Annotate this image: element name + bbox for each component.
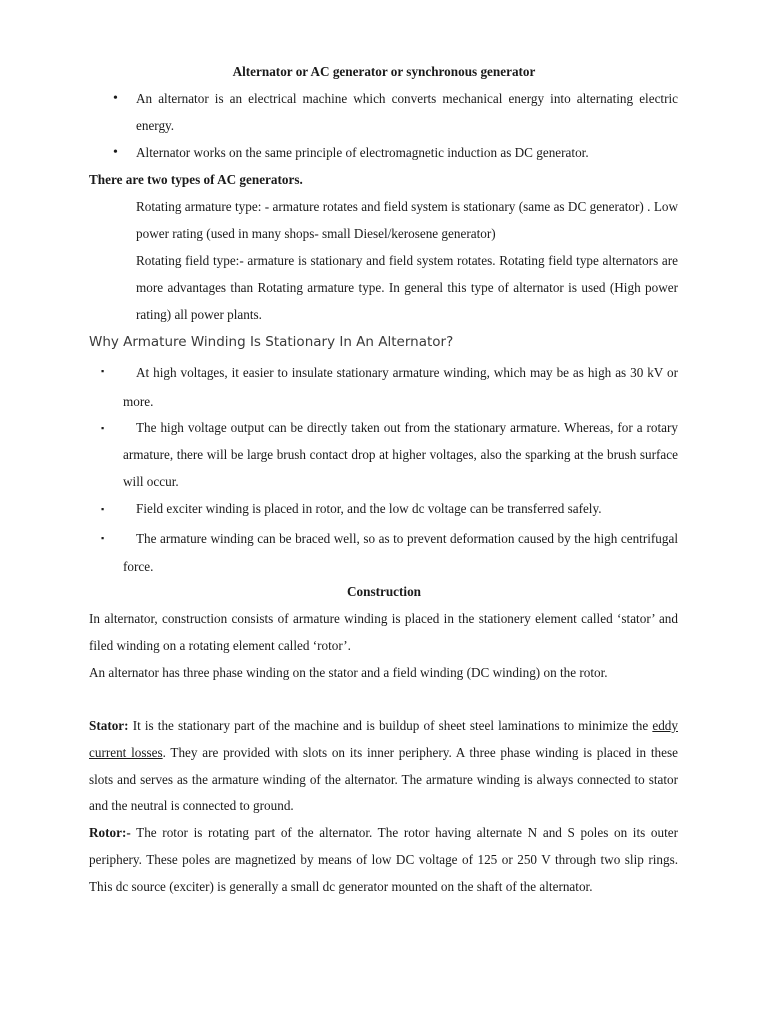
square-bullet-glyph: ▪: [101, 533, 105, 543]
intro-bullet-1: An alternator is an electrical machine which converts mechanical energy into alternating electric energy.: [136, 91, 678, 133]
why-bullet-1: At high voltages, it easier to insulate stationary armature winding, which may be as high as 30 kV or more.: [123, 365, 678, 409]
types-heading: There are two types of AC generators.: [89, 172, 303, 187]
square-bullet-glyph: ▪: [101, 366, 105, 376]
stator-paragraph: [89, 713, 678, 820]
construction-paragraph-2: An alternator has three phase winding on the stator and a field winding (DC winding) on the rotor.: [89, 665, 608, 680]
rotor-paragraph: [89, 820, 678, 900]
intro-bullet-2: Alternator works on the same principle of electromagnetic induction as DC generator.: [136, 145, 589, 160]
stator-label: Stator:: [89, 718, 129, 733]
square-bullet-glyph: ▪: [101, 504, 105, 514]
stator-text-b: . They are provided with slots on its inner periphery. A three phase winding is placed in these slots and serves as the armature winding of the alternator. The armature winding is always connected to stator and the neutral is connected to ground.: [89, 744, 678, 814]
construction-paragraph-1: In alternator, construction consists of armature winding is placed in the stationery element called ‘stator’ and filed winding on a rotating element called ‘rotor’.: [89, 611, 678, 653]
why-bullet-3: Field exciter winding is placed in rotor, and the low dc voltage can be transferred safely.: [136, 501, 602, 516]
why-stationary-heading: Why Armature Winding Is Stationary In An Alternator?: [89, 334, 454, 350]
square-bullet-glyph: ▪: [101, 423, 105, 433]
bullet-glyph: •: [113, 145, 118, 160]
type-rotating-field: Rotating field type:- armature is stationary and field system rotates. Rotating field type alternators are more advantages than Rotating armature type. In general this type of alternator is used (High power rating) all power plants.: [136, 253, 678, 322]
rotor-text: The rotor is rotating part of the alternator. The rotor having alternate N and S poles on its outer periphery. These poles are magnetized by means of low DC voltage of 125 or 250 V through two slip rings. This dc source (exciter) is generally a small dc generator mounted on the shaft of the alternator.: [89, 825, 678, 894]
stator-text-a: It is the stationary part of the machine and is buildup of sheet steel laminations to minimize the: [128, 718, 653, 733]
type-rotating-armature: Rotating armature type: - armature rotates and field system is stationary (same as DC generator) . Low power rating (used in many shops- small Diesel/kerosene generator): [136, 199, 678, 241]
document-title: Alternator or AC generator or synchronous generator: [232, 64, 536, 79]
bullet-glyph: •: [113, 91, 118, 106]
rotor-label: Rotor:-: [89, 825, 131, 840]
eddy-current-losses-link[interactable]: eddy current losses: [89, 718, 678, 760]
construction-heading: Construction: [347, 584, 421, 599]
why-bullet-2: The high voltage output can be directly taken out from the stationary armature. Whereas, for a rotary armature, there will be large brush contact drop at higher voltages, also the sparking at the brush surface will occur.: [123, 420, 678, 489]
why-bullet-4: The armature winding can be braced well, so as to prevent deformation caused by the high centrifugal force.: [123, 531, 678, 574]
